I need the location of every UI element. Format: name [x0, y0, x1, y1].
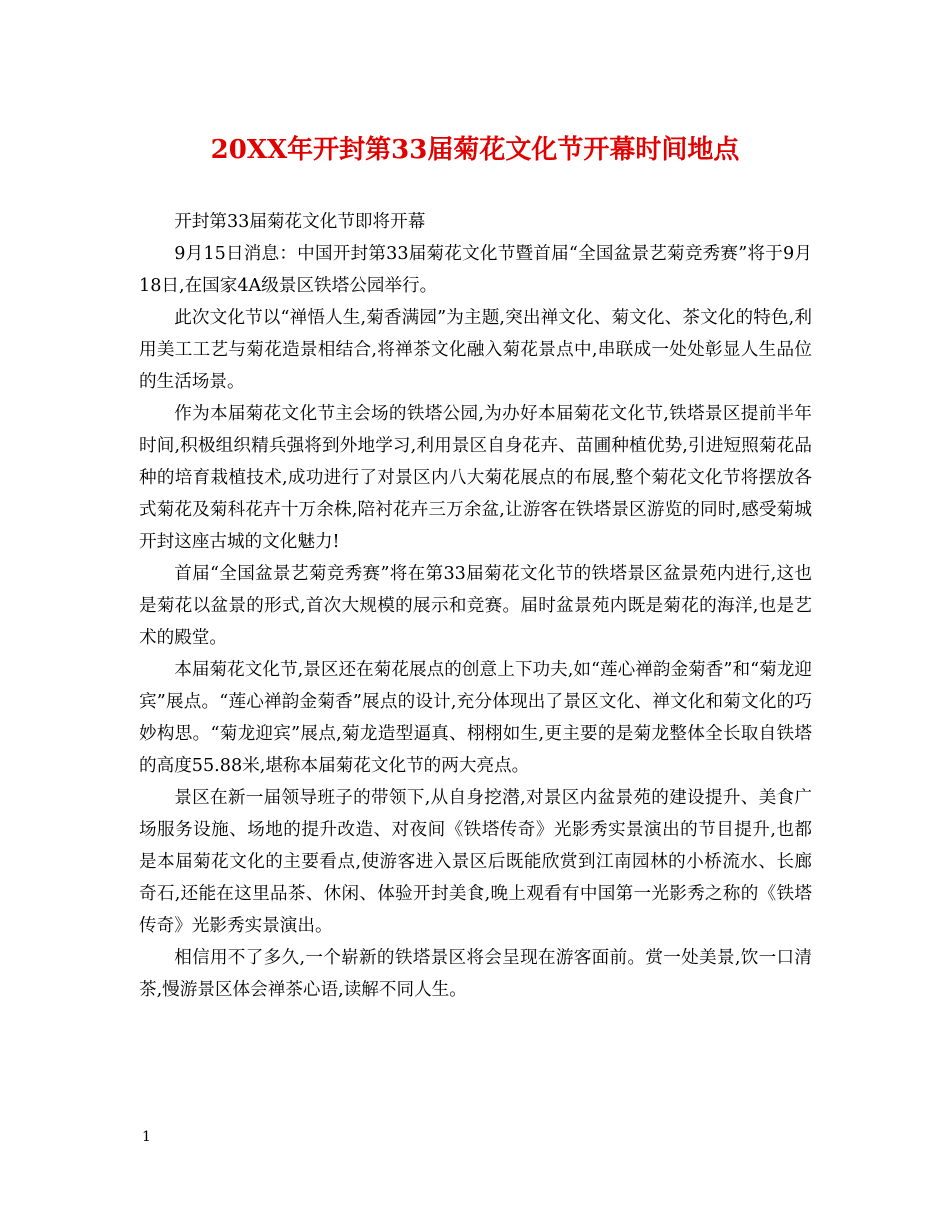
paragraph: 首届“全国盆景艺菊竞秀赛”将在第33届菊花文化节的铁塔景区盆景苑内进行,这也是菊花以盆景的形式,首次大规模的展示和竞赛。届时盆景苑内既是菊花的海洋,也是艺术的殿堂。	[139, 564, 812, 648]
paragraph: 本届菊花文化节,景区还在菊花展点的创意上下功夫,如“莲心禅韵金菊香”和“菊龙迎宾”展点。“莲心禅韵金菊香”展点的设计,充分体现出了景区文化、禅文化和菊文化的巧妙构思。“菊龙迎宾”展点,菊龙造型逼真、栩栩如生,更主要的是菊龙整体全长取自铁塔的高度55.88米,堪称本届菊花文化节的两大亮点。	[139, 660, 812, 776]
paragraph: 相信用不了多久,一个崭新的铁塔景区将会呈现在游客面前。赏一处美景,饮一口清茶,慢游景区体会禅茶心语,读解不同人生。	[139, 948, 812, 1000]
paragraph: 景区在新一届领导班子的带领下,从自身挖潜,对景区内盆景苑的建设提升、美食广场服务设施、场地的提升改造、对夜间《铁塔传奇》光影秀实景演出的节目提升,也都是本届菊花文化的主要看点,使游客进入景区后既能欣赏到江南园林的小桥流水、长廊奇石,还能在这里品茶、休闲、体验开封美食,晚上观看有中国第一光影秀之称的《铁塔传奇》光影秀实景演出。	[139, 788, 812, 936]
paragraph: 9月15日消息：中国开封第33届菊花文化节暨首届“全国盆景艺菊竞秀赛”将于9月18日,在国家4A级景区铁塔公园举行。	[139, 244, 812, 296]
paragraph: 开封第33届菊花文化节即将开幕	[174, 212, 426, 232]
paragraph: 作为本届菊花文化节主会场的铁塔公园,为办好本届菊花文化节,铁塔景区提前半年时间,积极组织精兵强将到外地学习,利用景区自身花卉、苗圃种植优势,引进短照菊花品种的培育栽植技术,成功进行了对景区内八大菊花展点的布展,整个菊花文化节将摆放各式菊花及菊科花卉十万余株,陪衬花卉三万余盆,让游客在铁塔景区游览的同时,感受菊城开封这座古城的文化魅力!	[139, 404, 812, 552]
paragraph: 此次文化节以“禅悟人生,菊香满园”为主题,突出禅文化、菊文化、茶文化的特色,利用美工工艺与菊花造景相结合,将禅茶文化融入菊花景点中,串联成一处处彰显人生品位的生活场景。	[139, 308, 812, 392]
page-number: 1	[142, 1129, 151, 1145]
document-title: 20XX年开封第33届菊花文化节开幕时间地点	[210, 135, 740, 165]
document-body	[139, 206, 812, 1006]
